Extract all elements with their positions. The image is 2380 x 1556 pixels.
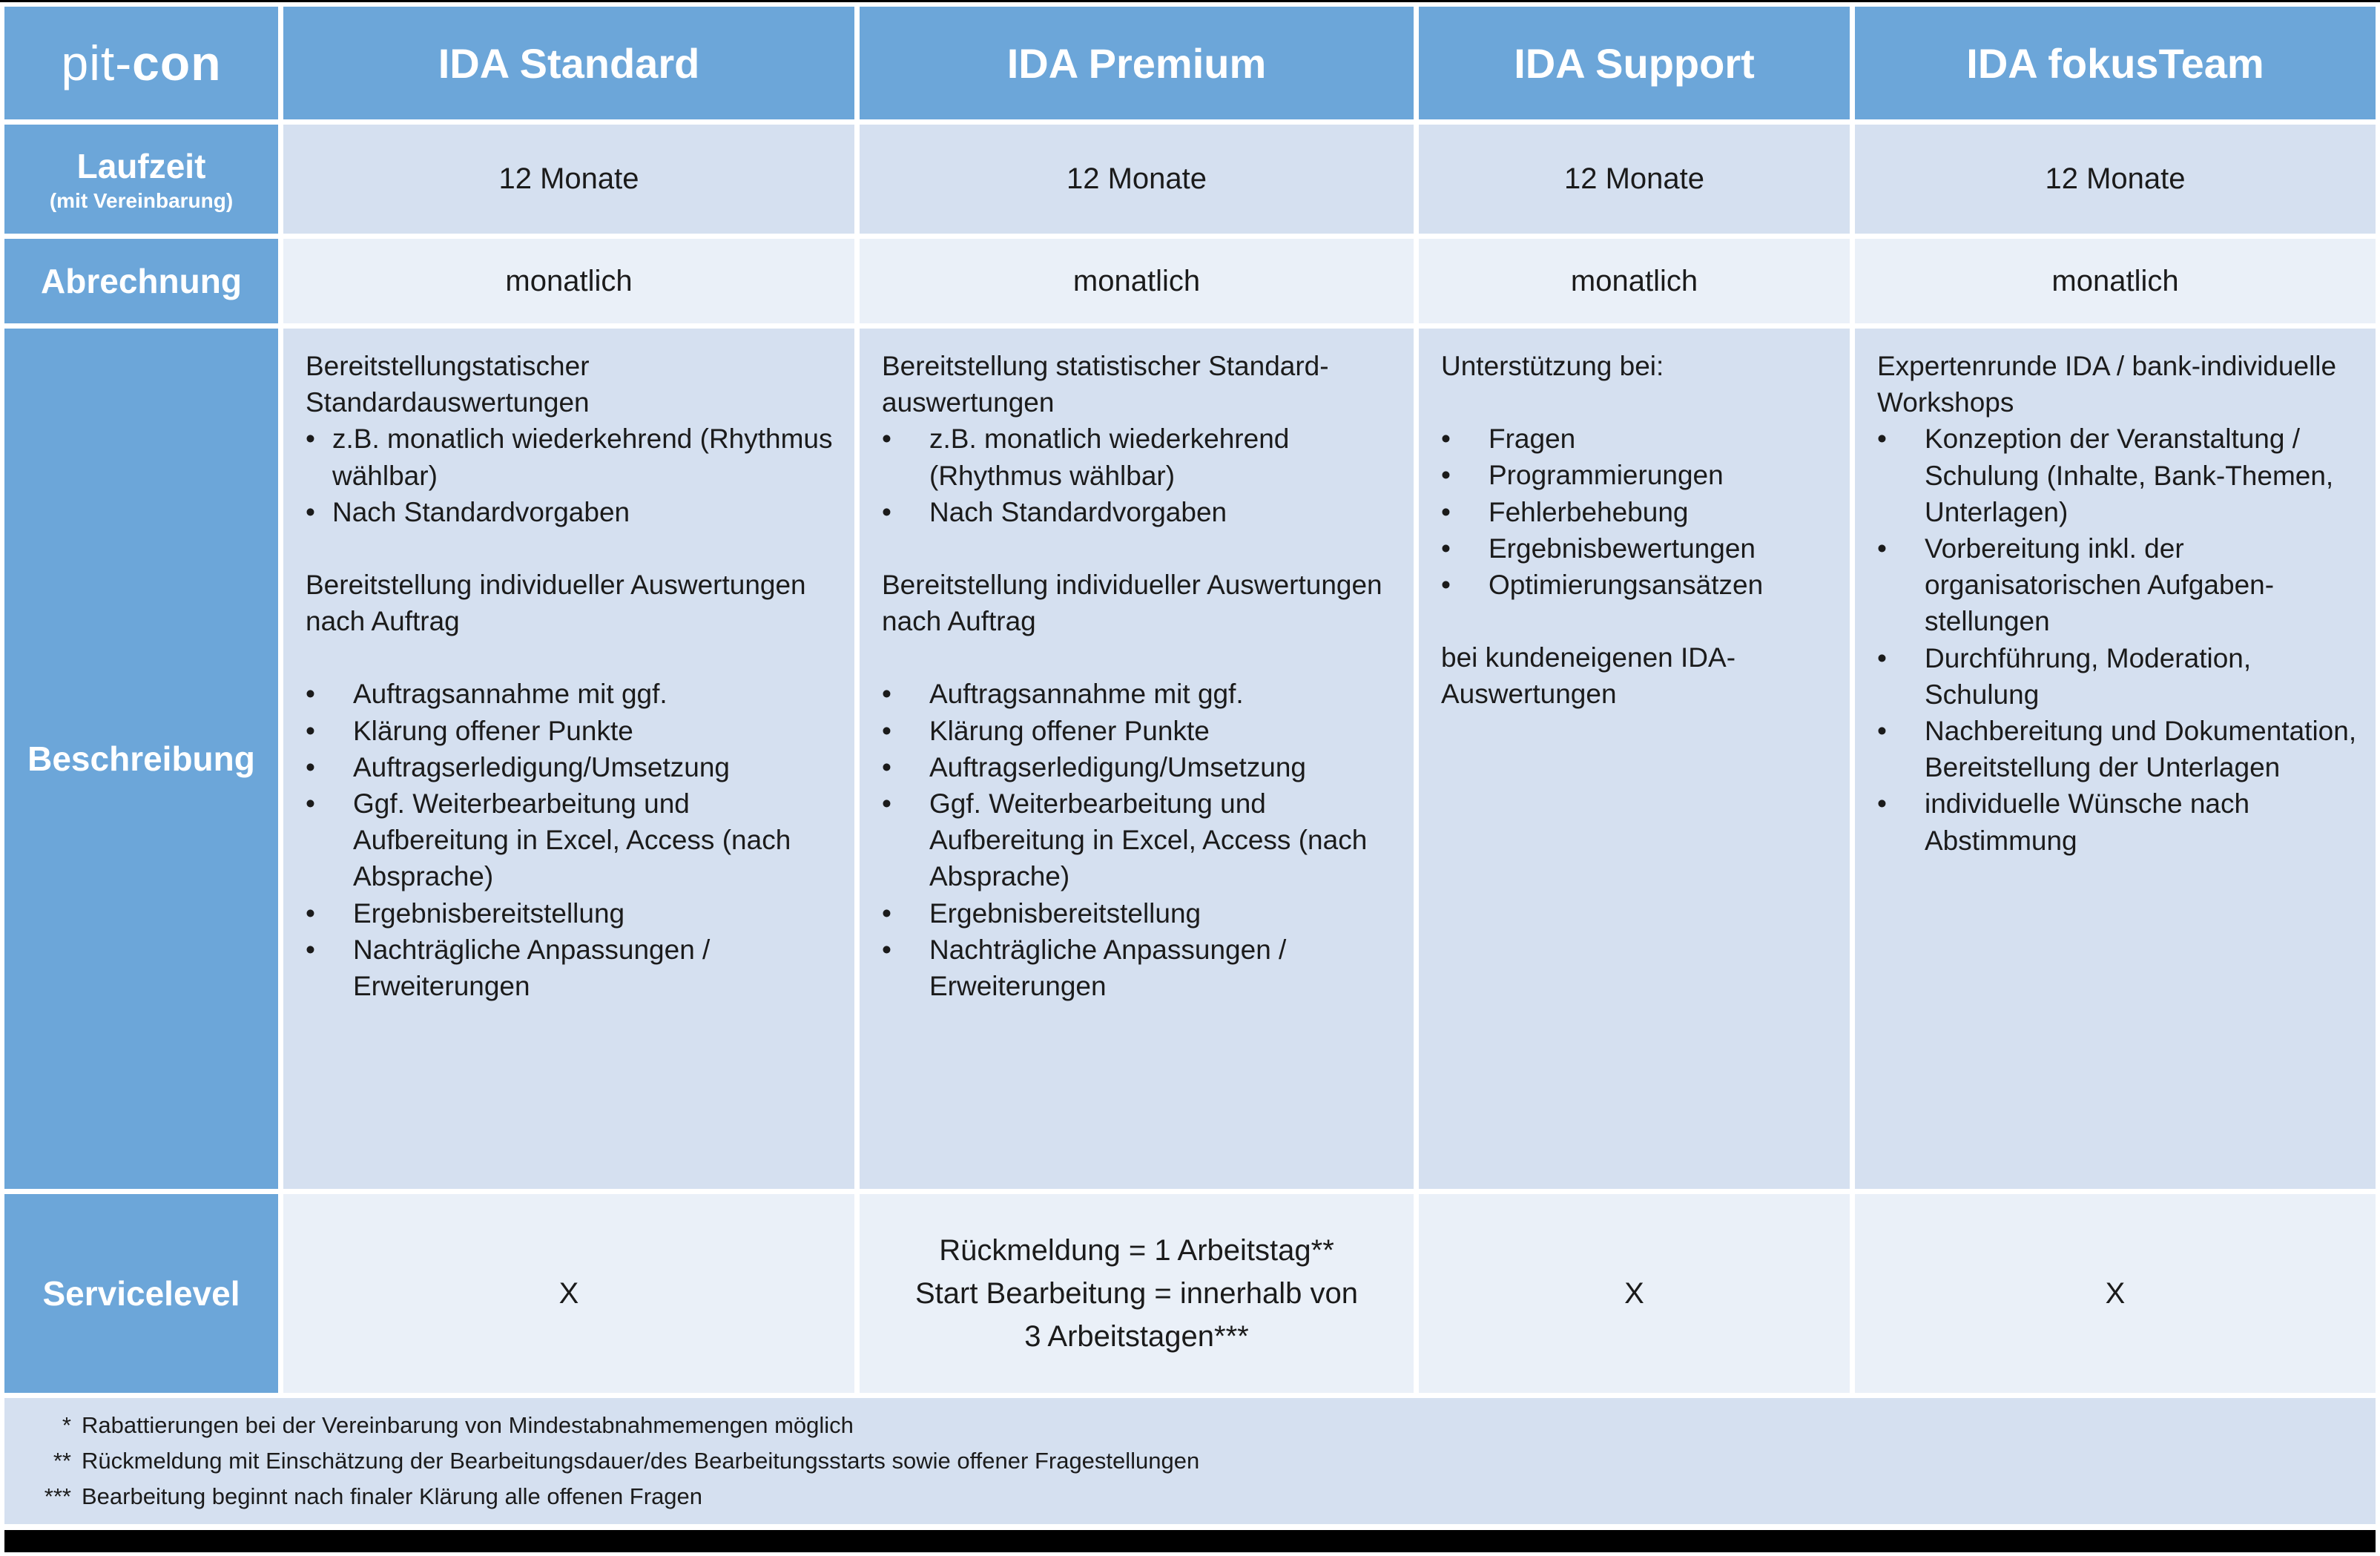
- bullet-text: Auftragserledigung/Umsetzung: [353, 751, 731, 782]
- bullet-marker: •: [882, 496, 891, 527]
- servicelevel-premium-line: Start Bearbeitung = innerhalb von: [914, 1277, 1359, 1310]
- bullet-marker: •: [882, 423, 891, 455]
- bullet-marker: •: [306, 751, 315, 782]
- bullet-item: [882, 785, 1396, 895]
- bullet-item: [306, 932, 837, 1004]
- footnote-marker: ***: [44, 1483, 71, 1510]
- bullet-item: [882, 895, 1396, 932]
- bullet-marker: •: [1877, 716, 1887, 747]
- bullet-item: [1877, 713, 2358, 785]
- bullet-item: [306, 494, 837, 530]
- bullet-marker: •: [306, 788, 315, 820]
- bullet-text: Klärung offener Punkte: [929, 715, 1210, 746]
- row-label-servicelevel: [4, 1194, 278, 1393]
- cell-servicelevel-standard: X: [283, 1194, 854, 1393]
- footnotes-band: [4, 1398, 2376, 1524]
- footnote-text: Rabattierungen bei der Vereinbarung von Mindestabnahmemengen möglich: [82, 1411, 854, 1438]
- bullet-item: [306, 895, 837, 932]
- bullet-marker: •: [306, 715, 315, 746]
- bullet-marker: •: [306, 496, 315, 527]
- bullet-item: [1441, 421, 1832, 457]
- bullet-list: [306, 421, 837, 530]
- cell-beschreibung-support: [1419, 329, 1850, 1189]
- bullet-marker: •: [882, 788, 891, 820]
- bullet-item: [882, 749, 1396, 785]
- cell-laufzeit-standard: 12 Monate: [283, 125, 854, 234]
- footnote-marker: **: [53, 1447, 71, 1474]
- bullet-text: Fehlerbehebung: [1489, 496, 1689, 527]
- bullet-item: [306, 749, 837, 785]
- servicelevel-premium-text: [915, 1229, 1358, 1358]
- bullet-marker: •: [306, 934, 315, 965]
- bullet-text: Ggf. Weiterbearbeitung und Aufbereitung in Excel, Access (nach Absprache): [353, 788, 791, 892]
- bullet-text: Nachbereitung und Dokumentation, Bereitstellung der Unterlagen: [1925, 716, 2357, 783]
- cell-servicelevel-premium: [860, 1194, 1414, 1393]
- description-paragraph: Bereitstellung individueller Auswertungen nach Auftrag: [882, 570, 1382, 637]
- bullet-text: Ergebnisbereitstellung: [353, 897, 625, 929]
- bullet-item: [882, 713, 1396, 749]
- cell-beschreibung-premium: [860, 329, 1414, 1189]
- header-cell-ida-support: IDA Support: [1419, 7, 1850, 119]
- bullet-text: Auftragsannahme mit ggf.: [353, 679, 667, 710]
- bullet-item: [882, 421, 1396, 493]
- cell-abrechnung-standard: monatlich: [283, 239, 854, 323]
- bullet-marker: •: [1441, 533, 1451, 564]
- bullet-text: Konzeption der Veranstaltung / Schulung (Inhalte, Bank-Themen, Unterlagen): [1925, 423, 2334, 527]
- bullet-marker: •: [1877, 533, 1887, 564]
- footnote-line: [25, 1408, 2376, 1443]
- bullet-marker: •: [1441, 423, 1451, 455]
- header-cell-ida-standard: IDA Standard: [283, 7, 854, 119]
- bullet-item: [1877, 530, 2358, 640]
- bullet-item: [306, 676, 837, 712]
- bullet-item: [1441, 567, 1832, 603]
- bullet-text: Ggf. Weiterbearbeitung und Aufbereitung in Excel, Access (nach Absprache): [929, 788, 1368, 892]
- laufzeit-sublabel: (mit Vereinbarung): [49, 188, 234, 212]
- cell-abrechnung-fokusteam: monatlich: [1855, 239, 2376, 323]
- bullet-text: Ergebnisbewertungen: [1489, 533, 1756, 564]
- servicelevel-premium-line: Rückmeldung = 1 Arbeitstag**: [939, 1234, 1334, 1267]
- description-paragraph: Bereitstellung individueller Auswertungen nach Auftrag: [306, 570, 806, 637]
- bullet-list: [1877, 421, 2358, 858]
- spacer: [882, 639, 1396, 676]
- bullet-marker: •: [1877, 423, 1887, 455]
- bullet-list: [882, 421, 1396, 530]
- bullet-item: [882, 494, 1396, 530]
- cell-servicelevel-fokusteam: X: [1855, 1194, 2376, 1393]
- bullet-marker: •: [306, 679, 315, 710]
- description-paragraph: Bereitstellungstatischer Standardauswertungen: [306, 351, 590, 418]
- bullet-marker: •: [1441, 570, 1451, 601]
- logo-cell: [4, 7, 278, 119]
- bullet-item: [1877, 640, 2358, 713]
- cell-beschreibung-standard: [283, 329, 854, 1189]
- bullet-text: z.B. monatlich wiederkehrend (Rhythmus wählbar): [929, 423, 1290, 491]
- bullet-item: [306, 713, 837, 749]
- bullet-marker: •: [306, 897, 315, 929]
- cell-abrechnung-support: monatlich: [1419, 239, 1850, 323]
- bullet-marker: •: [1877, 788, 1887, 820]
- bullet-marker: •: [882, 751, 891, 782]
- bottom-bar: [4, 1530, 2376, 1552]
- row-label-beschreibung: [4, 329, 278, 1189]
- cell-laufzeit-fokusteam: 12 Monate: [1855, 125, 2376, 234]
- bullet-item: [1441, 530, 1832, 567]
- bullet-text: Auftragserledigung/Umsetzung: [929, 751, 1307, 782]
- cell-servicelevel-support: X: [1419, 1194, 1850, 1393]
- cell-abrechnung-premium: monatlich: [860, 239, 1414, 323]
- bullet-item: [882, 676, 1396, 712]
- bullet-item: [306, 421, 837, 493]
- bullet-text: Auftragsannahme mit ggf.: [929, 679, 1244, 710]
- bullet-marker: •: [882, 934, 891, 965]
- description-paragraph: Bereitstellung statistischer Standard-auswertungen: [882, 351, 1329, 418]
- spacer: [1441, 603, 1832, 639]
- bullet-text: Nach Standardvorgaben: [929, 496, 1227, 527]
- servicelevel-premium-line: 3 Arbeitstagen***: [1024, 1320, 1249, 1353]
- bullet-marker: •: [882, 897, 891, 929]
- footnote-text: Rückmeldung mit Einschätzung der Bearbeitungsdauer/des Bearbeitungsstarts sowie offener Fragestellungen: [82, 1447, 1200, 1474]
- bullet-text: Fragen: [1489, 423, 1576, 455]
- footnote-line: [25, 1443, 2376, 1479]
- beschreibung-label: Beschreibung: [27, 739, 255, 778]
- spacer: [306, 530, 837, 567]
- bullet-text: Nachträgliche Anpassungen / Erweiterungen: [929, 934, 1287, 1002]
- description-paragraph: bei kundeneigenen IDA-Auswertungen: [1441, 642, 1736, 710]
- cell-beschreibung-fokusteam: [1855, 329, 2376, 1189]
- pit-con-logo: pit-con: [61, 36, 222, 90]
- bullet-text: Vorbereitung inkl. der organisatorischen Aufgaben-stellungen: [1925, 533, 2275, 637]
- bullet-list: [882, 676, 1396, 1004]
- bullet-text: Nach Standardvorgaben: [332, 496, 630, 527]
- bullet-item: [1441, 457, 1832, 493]
- bullet-text: individuelle Wünsche nach Abstimmung: [1925, 788, 2250, 856]
- row-label-laufzeit: [4, 125, 278, 234]
- bullet-marker: •: [1877, 642, 1887, 673]
- pricing-table: [4, 7, 2376, 1393]
- bullet-text: Klärung offener Punkte: [353, 715, 633, 746]
- description-paragraph: Expertenrunde IDA / bank-individuelle Workshops: [1877, 351, 2337, 418]
- footnote-marker: *: [62, 1411, 71, 1438]
- header-cell-ida-fokusteam: IDA fokusTeam: [1855, 7, 2376, 119]
- bullet-text: Nachträgliche Anpassungen / Erweiterungen: [353, 934, 711, 1002]
- bullet-text: Programmierungen: [1489, 460, 1724, 491]
- spacer: [306, 639, 837, 676]
- header-cell-ida-premium: IDA Premium: [860, 7, 1414, 119]
- footnote-text: Bearbeitung beginnt nach finaler Klärung alle offenen Fragen: [82, 1483, 703, 1510]
- bullet-list: [306, 676, 837, 1004]
- bullet-list: [1441, 421, 1832, 603]
- bullet-marker: •: [882, 679, 891, 710]
- bullet-marker: •: [1441, 496, 1451, 527]
- abrechnung-label: Abrechnung: [41, 262, 242, 300]
- bullet-marker: •: [882, 715, 891, 746]
- bullet-item: [1877, 421, 2358, 530]
- bullet-item: [882, 932, 1396, 1004]
- bullet-text: Ergebnisbereitstellung: [929, 897, 1201, 929]
- bullet-text: z.B. monatlich wiederkehrend (Rhythmus wählbar): [332, 423, 833, 491]
- cell-laufzeit-premium: 12 Monate: [860, 125, 1414, 234]
- spacer: [1441, 384, 1832, 421]
- footnote-line: [25, 1479, 2376, 1514]
- bullet-item: [1441, 494, 1832, 530]
- bullet-item: [306, 785, 837, 895]
- spacer: [882, 530, 1396, 567]
- bullet-text: Durchführung, Moderation, Schulung: [1925, 642, 2252, 710]
- cell-laufzeit-support: 12 Monate: [1419, 125, 1850, 234]
- bullet-item: [1877, 785, 2358, 858]
- bullet-marker: •: [1441, 460, 1451, 491]
- bullet-text: Optimierungsansätzen: [1489, 570, 1764, 601]
- row-label-abrechnung: [4, 239, 278, 323]
- bullet-marker: •: [306, 423, 315, 455]
- servicelevel-label: Servicelevel: [42, 1274, 240, 1313]
- laufzeit-label: Laufzeit: [76, 146, 206, 185]
- description-paragraph: Unterstützung bei:: [1441, 351, 1664, 381]
